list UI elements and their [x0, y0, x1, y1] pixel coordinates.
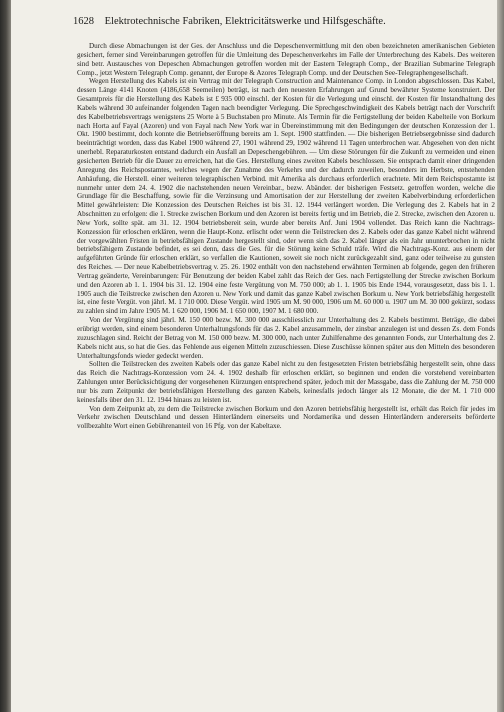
paragraph: Durch diese Abmachungen ist der Ges. der Anschluss und die Depeschenvermittlung mit den oben bezeichneten amerikanischen Gebieten gesichert, ferner sind Vereinbarungen getroffen für die Umleitung des Depeschenverkehrs im Falle der Unterbrechung des Kabels. Des weiteren sind betr. Austausches von Depeschen Abmachungen getroffen worden mit der Eastern Telegraph Comp., der Brazilian Submarine Telegraph Comp., jetzt Western Telegraph Comp. genannt, der Europe & Azores Telegraph Comp. und der Deutschen See-Telegraphengesellschaft. [77, 42, 495, 77]
paragraph: Von dem Zeitpunkt ab, zu dem die Teilstrecke zwischen Borkum und den Azoren betriebsfähig hergestellt ist, erhält das Reich für jedes im Verkehr zwischen Deutschland und dessen Hinterländern einerseits und Nordamerika und dessen Hinterländern andererseits beförderte vollbezahlte Wort einen Gebührenanteil von 16 Pfg. von der Kabeltaxe. [77, 404, 495, 431]
page-header [73, 16, 493, 27]
page-edge-shadow [497, 0, 504, 712]
book-page [11, 0, 497, 712]
page-number: 1628 [73, 16, 94, 27]
article-body [77, 42, 495, 431]
paragraph: Wegen Herstellung des Kabels ist ein Vertrag mit der Telegraph Construction and Maintenance Comp. in London abgeschlossen. Das Kabel, dessen Länge 4141 Knoten (4186,658 Seemeilen) beträgt, ist nach den neuesten Erfahrungen auf Grund bewährter Systeme konstruiert. Der Gesamtpreis für die Herstellung des Kabels ist £ 935 000 einschl. der Kosten für die Verlegung und einschl. der Kosten für Instandhaltung des Kabels während 30 aufeinander folgenden Tagen nach beendigter Verlegung. Die Sprechgeschwindigkeit des Kabels beträgt nach der Vorschrift des Kabelbetriebsvertrags wenigstens 25 Worte à 5 Buchstaben pro Minute. Als Termin für die Fertigstellung der beiden Kabelteile von Borkum nach Horta auf Fayal (Azoren) und von Fayal nach New York war in Übereinstimmung mit den Bedingungen der deutschen Konzession der 1. Okt. 1900 bestimmt, doch konnte die Betriebseröffnung bereits am 1. Sept. 1900 stattfinden. — Die bisherigen Betriebsergebnisse sind dadurch beeinträchtigt worden, dass das Kabel 1900 während 27, 1901 während 29, 1902 während 11 Tagen unterbrochen war. Abgesehen von den nicht unerhebl. Reparaturkosten entstand dadurch ein Ausfall an Depeschengebühren. — Um diese Störungen für die Zukunft zu vermeiden und einen gesicherten Betrieb für die Dauer zu erreichen, hat die Ges. Herstellung eines zweiten Kabels beschlossen. Sie entsprach damit einer dringenden Anregung des Reichspostamtes, welches wegen der Zunahme des Verkehrs und der dadurch zuweilen, besonders im Herbste, entstehenden Anhäufung, die Herstell. einer weiteren telegraphischen Verbind. mit Amerika als durchaus erforderlich erachtete. Mit dem Reichspostamte ist nunmehr unter dem 24. 4. 1902 die nachstehenden neuen Vereinbar., bezw. Abänder. der bisherigen Festsetz. getroffen worden, welche die Grundlage für die Beschaffung, sowie für die Verzinsung und Amortisation der zur Herstellung der zweiten Kabelverbindung erforderlichen Mittel gewährleisten: Die Konzession des Deutschen Reiches ist bis 31. 12. 1944 verlängert worden. Die Verlegung des 2. Kabels hat in 2 Abschnitten zu erfolgen: die 1. Strecke zwischen Borkum und den Azoren ist bereits fertig und im Betrieb, die 2. Strecke, zwischen den Azoren u. New York, sollte spät. am 31. 12. 1904 betriebsbereit sein, wurde aber bereits Anf. Juni 1904 vollendet. Das Reich kann die Nachtrags-Konzession für erloschen erklären, wenn die Haupt-Konz. erlischt oder wenn die Teilstrecken des 2. Kabels oder das ganze Kabel nicht während der vorgewählten Fristen in betriebsfähigen Zustande hergestellt sind, oder wenn sich das 2. Kabel länger als ein Jahr ununterbrochen in nicht betriebsfähigem Zustande befindet, es sei denn, dass die Ges. für die Störung keine Schuld träfe. Wird die Nachtrags-Konz. aus einem der aufgeführten Gründe für erloschen erklärt, so verfallen die Kautionen, soweit sie noch nicht zurückgezahlt sind, ganz oder teilweise zu gunsten des Reiches. — Der neue Kabelbetriebsvertrag v. 25. 26. 1902 enthält von den nachstehend erwähnten Terminen ab folgende, gegen den früheren Vertrag geänderte, Vereinbarungen: Für Benutzung der beiden Kabel zahlt das Reich der Ges. nach Fertigstellung der Strecke zwischen Borkum und den Azoren ab 1. 1. 1904 bis 31. 12. 1904 eine feste Vergütung von M. 750 000; ab 1. 1. 1905 bis Ende 1944, vorausgesetzt, dass bis 1. 1. 1905 auch die Teilstrecke zwischen den Azoren u. New York und damit das ganze Kabel zwischen Borkum u. New York betriebsfähig hergestellt ist, eine feste Vergüt. von jährl. M. 1 710 000. Diese Vergüt. wird 1905 um M. 90 000, 1906 um M. 60 000 u. 1907 um M. 30 000 gekürzt, sodass zu zahlen sind im Jahre 1905 M. 1 620 000, 1906 M. 1 650 000, 1907 M. 1 680 000. [77, 77, 495, 316]
paragraph: Sollten die Teilstrecken des zweiten Kabels oder das ganze Kabel nicht zu den festgesetzten Fristen betriebsfähig hergestellt sein, ohne dass das Reich die Nachtrags-Konzession vom 24. 4. 1902 deshalb für erloschen erklärt, so beginnen und enden die vorstehend vereinbarten Zahlungen unter Berücksichtigung der vorgesehenen Kürzungen entsprechend später, jedoch mit der Massgabe, dass die Zahlung der M. 750 000 nur bis zum Zeitpunkt der betriebsfähigen Herstellung des ganzen Kabels, keinesfalls jedoch länger als 12 Monate, die der M. 1 710 000 keinesfalls über den 31. 12. 1944 hinaus zu leisten ist. [77, 360, 495, 404]
book-binding-shadow [0, 0, 11, 712]
paragraph: Von der Vergütung sind jährl. M. 150 000 bezw. M. 300 000 ausschliesslich zur Unterhaltung des 2. Kabels bestimmt. Beträge, die dabei erübrigt werden, sind einem besonderen Unterhaltungsfonds für das 2. Kabel anzusammeln, der zinsbar anzulegen ist und dessen Zs. dem Fonds zuzuschlagen sind. Reicht der Betrag von M. 150 000 bezw. M. 300 000, nach unter Zuhilfenahme des genannten Fonds, zur Unterhaltung des 2. Kabels nicht aus, so hat die Ges. das Fehlende aus eigenen Mitteln zuzuschiessen. Diese Zuschüsse können später aus den Mitteln des besonderen Unterhaltungsfonds wieder gedeckt werden. [77, 316, 495, 360]
running-title: Elektrotechnische Fabriken, Elektricitätswerke und Hilfsgeschäfte. [104, 16, 386, 27]
